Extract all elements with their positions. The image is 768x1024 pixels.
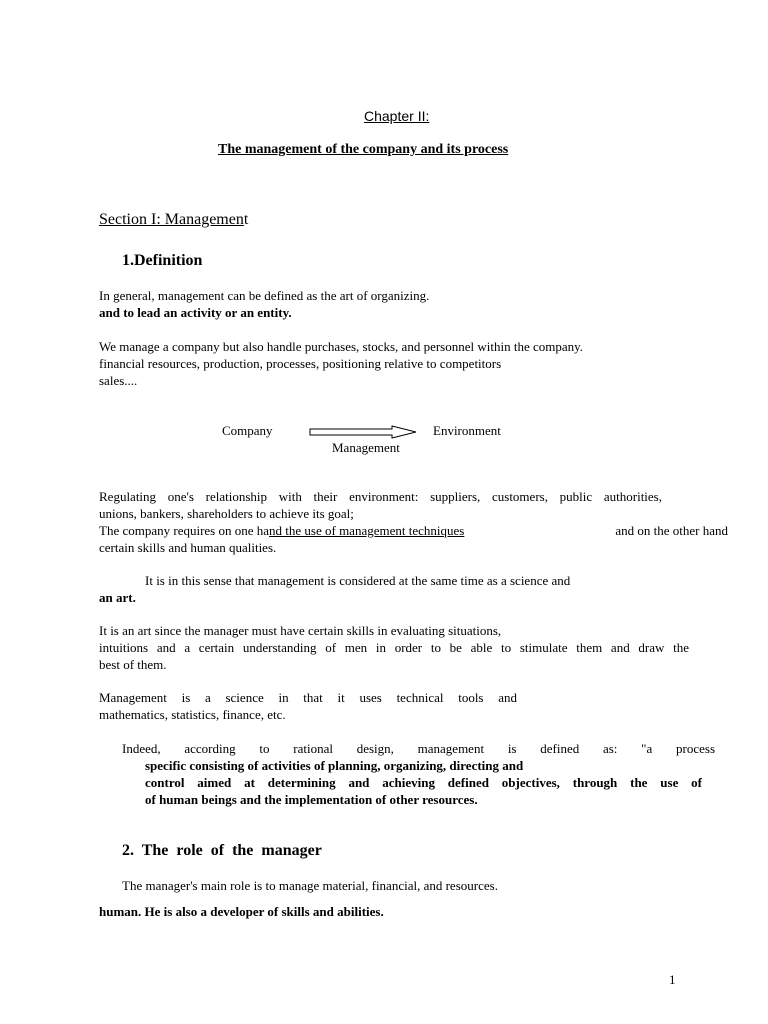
body-p5-line2: intuitions and a certain understanding of men in order to be able to stimulate them and draw the xyxy=(99,640,689,655)
body-p3-line3-a: The company requires on one ha xyxy=(99,523,270,538)
body-p6-line2: mathematics, statistics, finance, etc. xyxy=(99,707,286,722)
body-p3-line2: unions, bankers, shareholders to achieve its goal; xyxy=(99,506,354,521)
body-p3-line3-underlined: nd the use of management techniques xyxy=(269,523,465,538)
definition-p2-line1: We manage a company but also handle purchases, stocks, and personnel within the company. xyxy=(99,339,584,354)
body-p3-line4: certain skills and human qualities. xyxy=(99,540,277,555)
diagram-environment-label: Environment xyxy=(433,423,501,438)
definition-heading: 1.Definition xyxy=(122,252,203,269)
hollow-arrow-right-icon xyxy=(308,425,420,439)
diagram-management-label: Management xyxy=(332,440,400,455)
body-p7-line3: control aimed at determining and achieving defined objectives, through the use of xyxy=(145,775,702,790)
body-p3-line3 xyxy=(99,523,728,539)
definition-p1-line2: and to lead an activity or an entity. xyxy=(99,305,292,320)
body-p5-line1: It is an art since the manager must have certain skills in evaluating situations, xyxy=(99,623,502,638)
section-title xyxy=(99,211,248,229)
page-number: 1 xyxy=(669,972,676,987)
role-heading: 2. The role of the manager xyxy=(122,842,322,859)
body-p4-line2: an art. xyxy=(99,590,136,605)
section-title-rest: t xyxy=(243,211,249,228)
diagram-company-label: Company xyxy=(222,423,273,438)
body-p4-line1: It is in this sense that management is considered at the same time as a science and xyxy=(145,573,571,588)
body-p3-line3-c: and on the other hand xyxy=(615,523,728,538)
body-p7-line4: of human beings and the implementation of other resources. xyxy=(145,792,478,807)
body-p7-line1: Indeed, according to rational design, management is defined as: "a process xyxy=(122,741,715,756)
chapter-title: The management of the company and its process xyxy=(218,142,509,157)
section-title-underlined: Section I: Managemen xyxy=(99,211,244,228)
body-p5-line3: best of them. xyxy=(99,657,167,672)
definition-p2-line3: sales.... xyxy=(99,373,138,388)
body-p7-line2: specific consisting of activities of planning, organizing, directing and xyxy=(145,758,524,773)
body-p3-line1: Regulating one's relationship with their environment: suppliers, customers, public authorities, xyxy=(99,489,662,504)
body-p6-line1: Management is a science in that it uses technical tools and xyxy=(99,690,517,705)
chapter-label: Chapter II: xyxy=(364,108,430,124)
role-p1-line2: human. He is also a developer of skills and abilities. xyxy=(99,904,384,919)
definition-p2-line2: financial resources, production, processes, positioning relative to competitors xyxy=(99,356,502,371)
definition-p1-line1: In general, management can be defined as the art of organizing. xyxy=(99,288,430,303)
role-p1-line1: The manager's main role is to manage material, financial, and resources. xyxy=(122,878,498,893)
